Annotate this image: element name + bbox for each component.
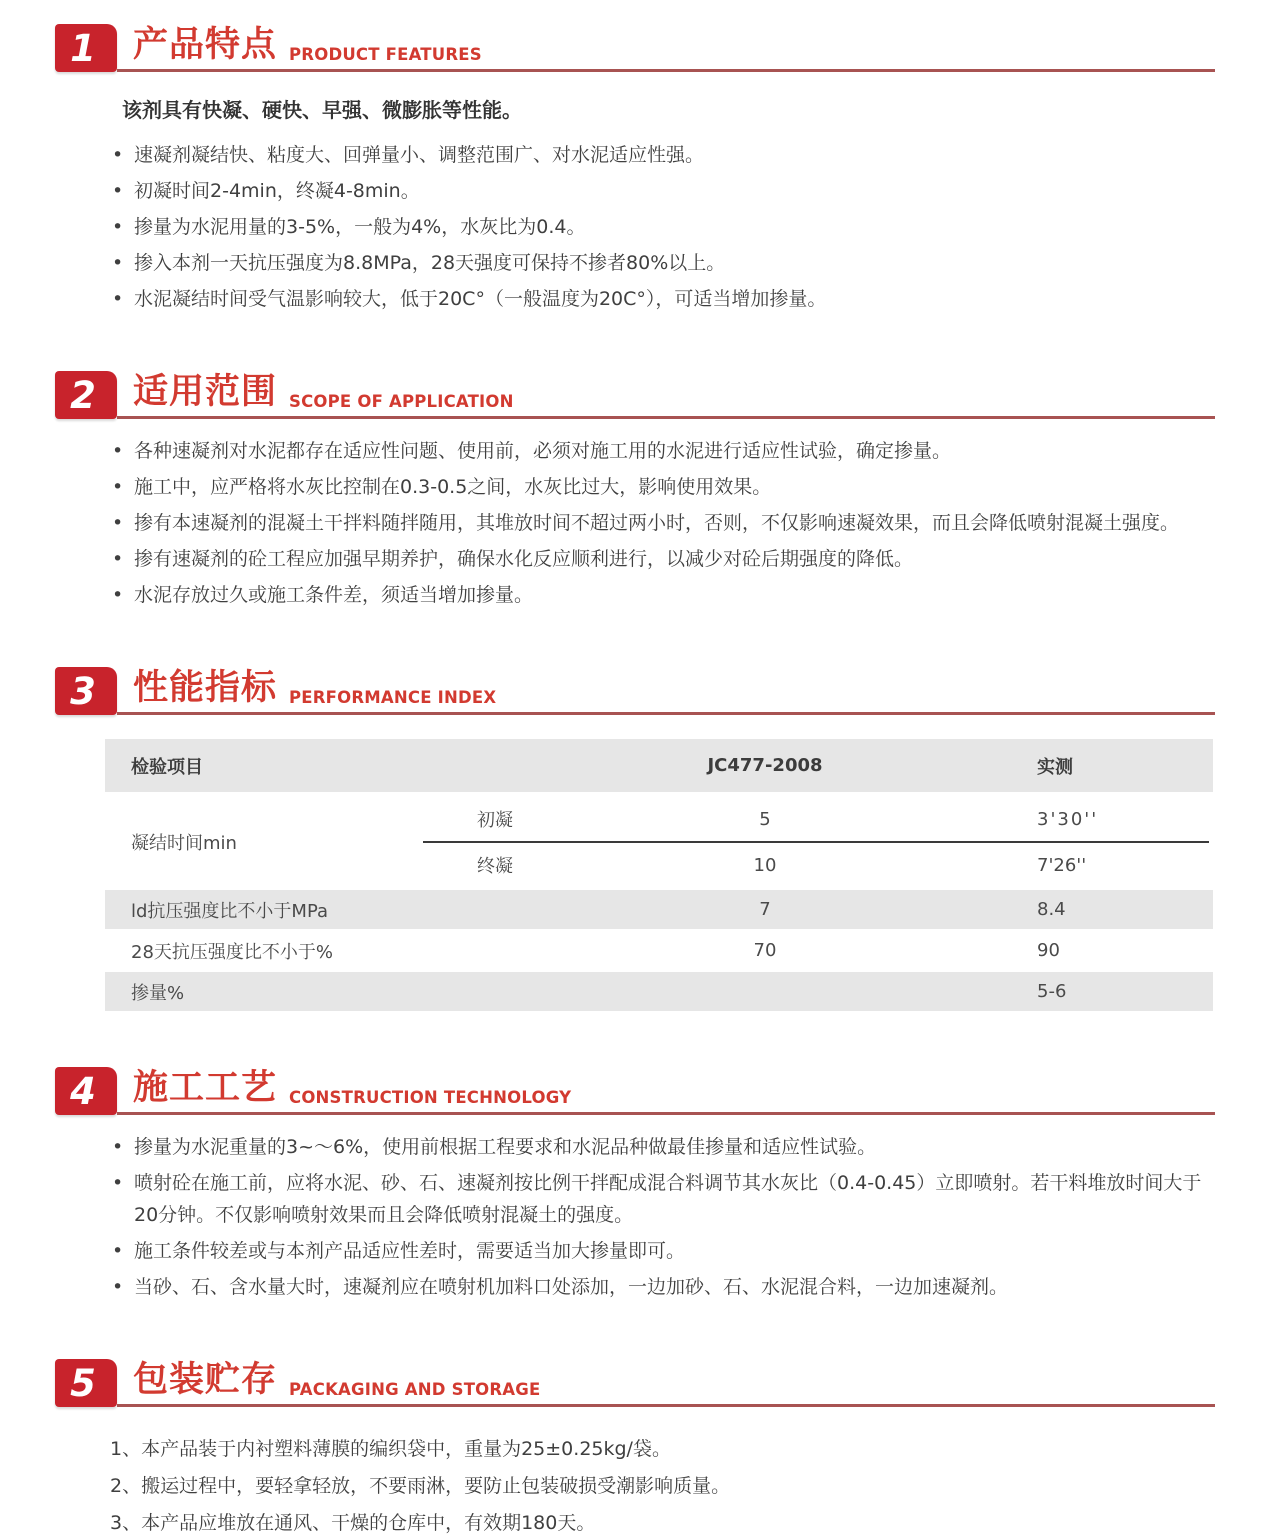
list-item: 3、本产品应堆放在通风、干燥的仓库中，有效期180天。 (110, 1512, 596, 1534)
cell-standard: 70 (753, 940, 777, 961)
section-number: 2 (70, 373, 96, 417)
list-item: • 初凝时间2-4min，终凝4-8min。 (110, 175, 1210, 207)
section-number: 4 (70, 1069, 96, 1113)
list-item: 1、本产品装于内衬塑料薄膜的编织袋中，重量为25±0.25kg/袋。 (110, 1438, 671, 1460)
cell-standard: 7 (759, 899, 771, 920)
list-item: • 掺有本速凝剂的混凝土干拌料随拌随用，其堆放时间不超过两小时，否则，不仅影响速凝效果，而且会降低喷射混凝土强度。 (110, 507, 1210, 539)
section-2-header (55, 369, 1215, 419)
section-title-zh: 施工工艺 (133, 1068, 278, 1109)
table-header-measured: 实测 (1037, 756, 1073, 778)
list-item: • 施工中，应严格将水灰比控制在0.3-0.5之间，水灰比过大，影响使用效果。 (110, 471, 1210, 503)
construction-bullet-list (110, 1131, 1210, 1303)
table-row (405, 842, 1213, 888)
cell-sub: 终凝 (477, 856, 513, 877)
section-5-header (55, 1357, 1215, 1407)
section-3-titles (117, 665, 1215, 715)
section-title-zh: 包装贮存 (133, 1360, 278, 1401)
list-item: • 各种速凝剂对水泥都存在适应性问题、使用前，必须对施工用的水泥进行适应性试验，确定掺量。 (110, 435, 1210, 467)
cell-measured: 8.4 (1037, 899, 1066, 920)
section-number: 3 (70, 669, 96, 713)
section-title-zh: 适用范围 (133, 372, 278, 413)
table-header-item: 检验项目 (131, 756, 203, 778)
section-title-en: PRODUCT FEATURES (289, 45, 482, 64)
section-2-number-badge (55, 371, 117, 419)
packaging-numbered-list (110, 1433, 1210, 1540)
section-4-header (55, 1065, 1215, 1115)
section-5-titles (117, 1357, 1215, 1407)
section-construction-technology (55, 1065, 1215, 1303)
section-title-en: CONSTRUCTION TECHNOLOGY (289, 1088, 572, 1107)
section-scope-of-application (55, 369, 1215, 611)
section-packaging-storage (55, 1357, 1215, 1540)
table-row (405, 796, 1213, 842)
section-3-number-badge (55, 667, 117, 715)
table-header-standard: JC477-2008 (707, 755, 823, 776)
cell-standard: 10 (753, 854, 777, 876)
cell-measured: 90 (1037, 940, 1060, 961)
list-item: • 当砂、石、含水量大时，速凝剂应在喷射机加料口处添加，一边加砂、石、水泥混合料，一边加速凝剂。 (110, 1271, 1210, 1303)
table-row (105, 931, 1213, 970)
cell-item: 掺量% (131, 982, 185, 1004)
list-item: • 掺量为水泥用量的3-5%，一般为4%，水灰比为0.4。 (110, 211, 1210, 243)
list-item: • 掺入本剂一天抗压强度为8.8MPa，28天强度可保持不掺者80%以上。 (110, 247, 1210, 279)
section-product-features (55, 22, 1215, 315)
table-header-row (105, 739, 1213, 792)
table-group-rows (405, 796, 1213, 888)
list-item: • 喷射砼在施工前，应将水泥、砂、石、速凝剂按比例干拌配成混合料调节其水灰比（0.4-0.45）立即喷射。若干料堆放时间大于20分钟。不仅影响喷射效果而且会降低喷射混凝土的强度。 (110, 1167, 1210, 1231)
section-title-en: PERFORMANCE INDEX (289, 688, 497, 707)
section-1-header (55, 22, 1215, 72)
section-4-number-badge (55, 1067, 117, 1115)
features-bullet-list (110, 139, 1210, 315)
cell-measured: 5-6 (1037, 981, 1067, 1002)
features-intro: 该剂具有快凝、硬快、早强、微膨胀等性能。 (122, 98, 522, 122)
section-2-titles (117, 369, 1215, 419)
cell-item: 28天抗压强度比不小于% (131, 941, 334, 963)
section-title-zh: 性能指标 (133, 668, 278, 709)
section-3-header (55, 665, 1215, 715)
table-group-divider (423, 841, 1209, 843)
list-item: • 水泥存放过久或施工条件差，须适当增加掺量。 (110, 579, 1210, 611)
section-title-en: PACKAGING AND STORAGE (289, 1380, 541, 1399)
section-number: 1 (70, 26, 96, 70)
list-item: • 速凝剂凝结快、粘度大、回弹量小、调整范围广、对水泥适应性强。 (110, 139, 1210, 171)
section-title-zh: 产品特点 (133, 25, 278, 66)
section-number: 5 (70, 1361, 96, 1405)
list-item: • 掺量为水泥重量的3~～6%，使用前根据工程要求和水泥品种做最佳掺量和适应性试验。 (110, 1131, 1210, 1163)
cell-measured: 3'30'' (1037, 808, 1099, 830)
section-1-titles (117, 22, 1215, 72)
table-row (105, 972, 1213, 1011)
list-item: • 施工条件较差或与本剂产品适应性差时，需要适当加大掺量即可。 (110, 1235, 1210, 1267)
section-title-en: SCOPE OF APPLICATION (289, 392, 514, 411)
section-5-number-badge (55, 1359, 117, 1407)
list-item: • 掺有速凝剂的砼工程应加强早期养护，确保水化反应顺利进行，以减少对砼后期强度的降低。 (110, 543, 1210, 575)
cell-sub: 初凝 (477, 810, 513, 831)
list-item: • 水泥凝结时间受气温影响较大，低于20C°（一般温度为20C°），可适当增加掺量。 (110, 283, 1210, 315)
cell-item: ld抗压强度比不小于MPa (131, 900, 329, 922)
section-performance-index (55, 665, 1215, 1011)
cell-standard: 5 (759, 808, 771, 830)
section-4-titles (117, 1065, 1215, 1115)
table-group-setting-time (105, 796, 1213, 888)
section-1-number-badge (55, 24, 117, 72)
table-group-label: 凝结时间min (131, 833, 237, 854)
scope-bullet-list (110, 435, 1210, 611)
table-row (105, 890, 1213, 929)
cell-measured: 7'26'' (1037, 854, 1087, 876)
performance-table (105, 739, 1213, 1011)
list-item: 2、搬运过程中，要轻拿轻放，不要雨淋，要防止包装破损受潮影响质量。 (110, 1475, 731, 1497)
